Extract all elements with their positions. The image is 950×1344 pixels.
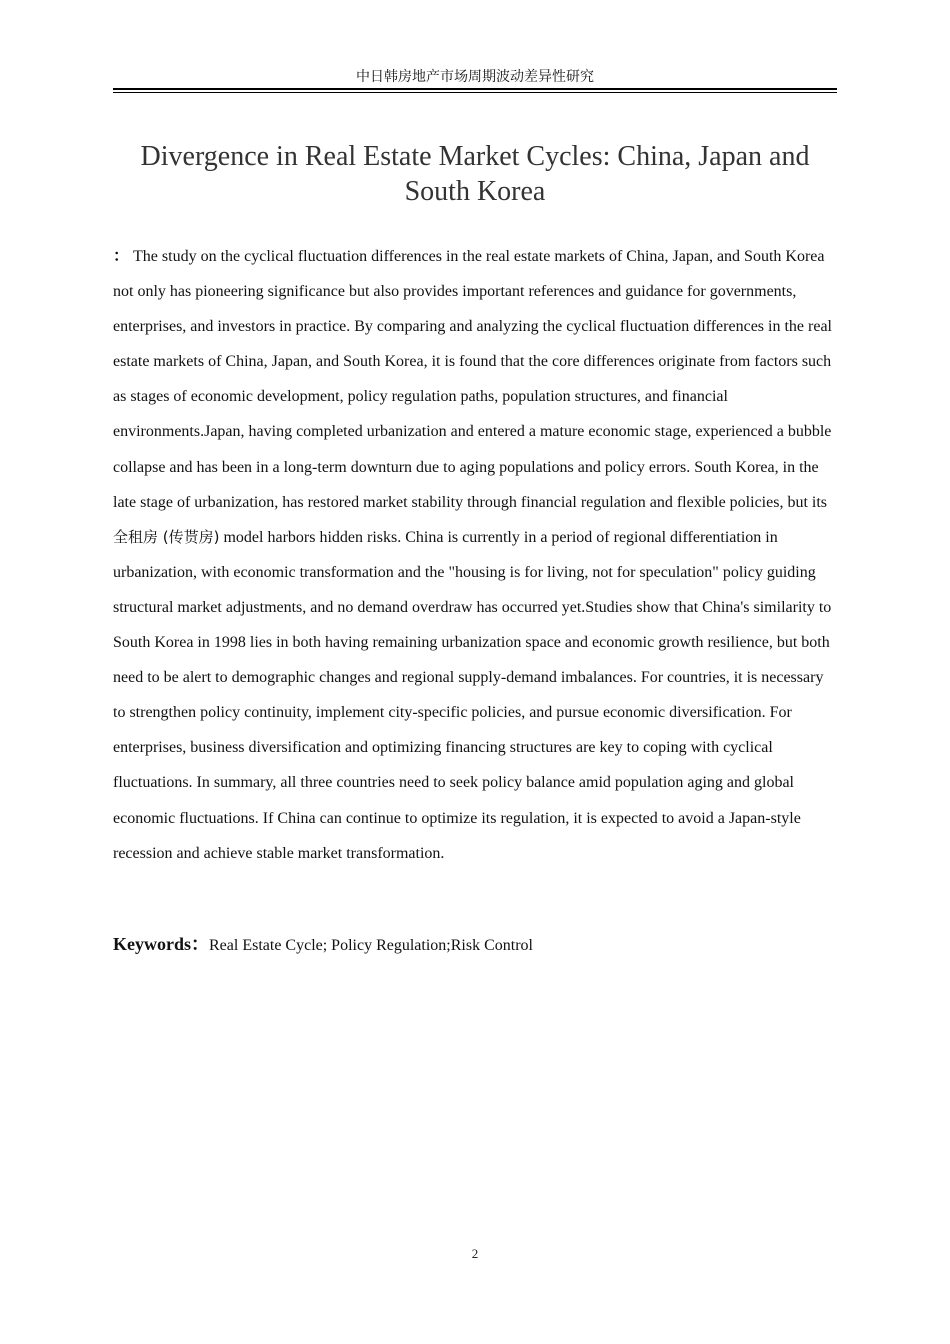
abstract-label: ： (113, 248, 130, 265)
page-number: 2 (471, 1246, 479, 1261)
header-rule-thin (113, 92, 837, 93)
header-rule (113, 88, 837, 90)
abstract-cjk-term: 全租房 (传贳房) (113, 527, 220, 546)
running-header: 中日韩房地产市场周期波动差异性研究 (356, 69, 594, 85)
abstract-text-part1: The study on the cyclical fluctuation differences in the real estate markets of China, Japan, and South Korea not only has pioneering significance but also provides important references and guidance for governments, enterprises, and investors in practice. By comparing and analyzing the cyclical fluctuation differences in the real estate markets of China, Japan, and South Korea, it is found that the core differences originate from factors such as stages of economic development, policy regulation paths, population structures, and financial environments.Japan, having completed urbanization and entered a mature economic stage, experienced a bubble collapse and has been in a long-term downturn due to aging populations and policy errors. South Korea, in the late stage of urbanization, has restored market stability through financial regulation and flexible policies, but its (113, 248, 832, 511)
keywords-value: Real Estate Cycle; Policy Regulation;Risk Control (209, 937, 533, 954)
paper-title: Divergence in Real Estate Market Cycles: China, Japan and South Korea (140, 141, 810, 207)
keywords-label: Keywords： (113, 934, 209, 954)
abstract-text-part2: model harbors hidden risks. China is currently in a period of regional differentiation in urbanization, with economic transformation and the "housing is for living, not for speculation" policy guiding structural market adjustments, and no demand overdraw has occurred yet.Studies show that China's similarity to South Korea in 1998 lies in both having remaining urbanization space and economic growth resilience, but both need to be alert to demographic changes and regional supply-demand imbalances. For countries, it is necessary to strengthen policy continuity, implement city-specific policies, and pursue economic diversification. For enterprises, business diversification and optimizing financing structures are key to coping with cyclical fluctuations. In summary, all three countries need to seek policy balance amid population aging and global economic fluctuations. If China can continue to optimize its regulation, it is expected to avoid a Japan-style recession and achieve stable market transformation. (113, 528, 832, 862)
keywords-line (113, 932, 837, 958)
abstract-paragraph (113, 239, 837, 871)
